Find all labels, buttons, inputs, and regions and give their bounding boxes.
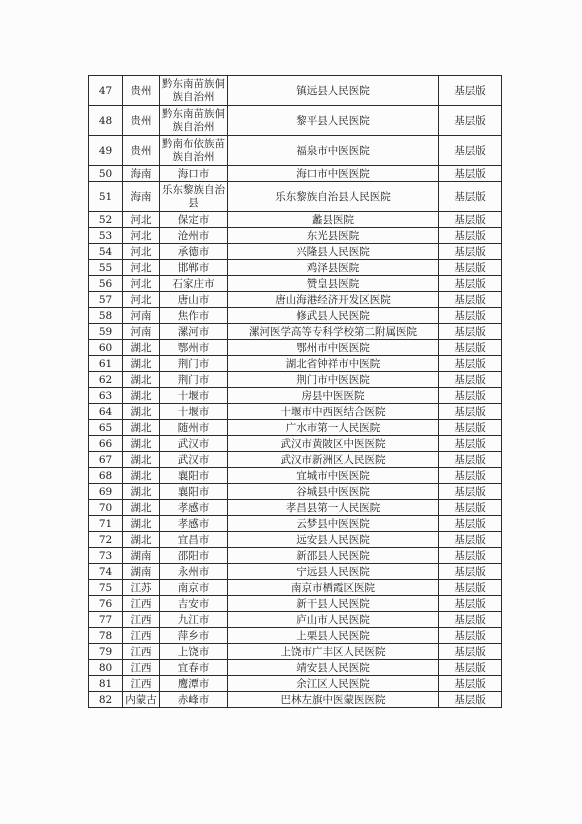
cell-city: 十堰市 <box>160 404 228 420</box>
cell-province: 湖北 <box>123 420 160 436</box>
cell-city: 黔南布依族苗族自治州 <box>160 136 228 166</box>
cell-province: 江西 <box>123 644 160 660</box>
cell-version: 基层版 <box>439 468 502 484</box>
cell-city: 黔东南苗族侗族自治州 <box>160 106 228 136</box>
cell-province: 河南 <box>123 324 160 340</box>
cell-city: 荆门市 <box>160 372 228 388</box>
cell-hospital: 鄂州市中医医院 <box>228 340 439 356</box>
cell-version: 基层版 <box>439 276 502 292</box>
cell-province: 河南 <box>123 308 160 324</box>
cell-version: 基层版 <box>439 388 502 404</box>
cell-city: 乐东黎族自治县 <box>160 182 228 212</box>
cell-city: 承德市 <box>160 244 228 260</box>
cell-number: 58 <box>89 308 123 324</box>
table-row <box>89 564 502 580</box>
cell-number: 74 <box>89 564 123 580</box>
cell-province: 贵州 <box>123 76 160 106</box>
cell-number: 81 <box>89 676 123 692</box>
cell-hospital: 东光县医院 <box>228 228 439 244</box>
cell-city: 萍乡市 <box>160 628 228 644</box>
table-row <box>89 660 502 676</box>
cell-number: 59 <box>89 324 123 340</box>
cell-version: 基层版 <box>439 76 502 106</box>
cell-version: 基层版 <box>439 260 502 276</box>
cell-province: 河北 <box>123 212 160 228</box>
cell-city: 宜昌市 <box>160 532 228 548</box>
cell-number: 82 <box>89 692 123 708</box>
cell-hospital: 武汉市新洲区人民医院 <box>228 452 439 468</box>
cell-number: 61 <box>89 356 123 372</box>
cell-version: 基层版 <box>439 484 502 500</box>
cell-province: 河北 <box>123 260 160 276</box>
cell-hospital: 鸡泽县医院 <box>228 260 439 276</box>
cell-version: 基层版 <box>439 340 502 356</box>
hospital-list-table <box>88 75 502 708</box>
cell-city: 赤峰市 <box>160 692 228 708</box>
cell-number: 77 <box>89 612 123 628</box>
cell-province: 海南 <box>123 166 160 182</box>
cell-number: 78 <box>89 628 123 644</box>
table-row <box>89 548 502 564</box>
cell-city: 十堰市 <box>160 388 228 404</box>
cell-number: 48 <box>89 106 123 136</box>
cell-number: 80 <box>89 660 123 676</box>
cell-province: 贵州 <box>123 136 160 166</box>
cell-version: 基层版 <box>439 166 502 182</box>
cell-number: 79 <box>89 644 123 660</box>
cell-hospital: 修武县人民医院 <box>228 308 439 324</box>
cell-version: 基层版 <box>439 548 502 564</box>
cell-city: 吉安市 <box>160 596 228 612</box>
cell-hospital: 远安县人民医院 <box>228 532 439 548</box>
cell-city: 孝感市 <box>160 516 228 532</box>
cell-version: 基层版 <box>439 324 502 340</box>
cell-version: 基层版 <box>439 564 502 580</box>
table-row <box>89 340 502 356</box>
cell-number: 71 <box>89 516 123 532</box>
cell-province: 湖北 <box>123 404 160 420</box>
cell-number: 53 <box>89 228 123 244</box>
cell-hospital: 新邵县人民医院 <box>228 548 439 564</box>
table-row <box>89 76 502 106</box>
cell-province: 河北 <box>123 292 160 308</box>
cell-version: 基层版 <box>439 676 502 692</box>
cell-hospital: 广水市第一人民医院 <box>228 420 439 436</box>
table-row <box>89 228 502 244</box>
cell-version: 基层版 <box>439 182 502 212</box>
cell-number: 52 <box>89 212 123 228</box>
cell-version: 基层版 <box>439 292 502 308</box>
cell-version: 基层版 <box>439 106 502 136</box>
cell-hospital: 房县中医医院 <box>228 388 439 404</box>
cell-province: 湖北 <box>123 452 160 468</box>
table-row <box>89 136 502 166</box>
cell-number: 65 <box>89 420 123 436</box>
cell-version: 基层版 <box>439 212 502 228</box>
table-row <box>89 420 502 436</box>
cell-number: 64 <box>89 404 123 420</box>
cell-city: 沧州市 <box>160 228 228 244</box>
table-row <box>89 276 502 292</box>
table-row <box>89 388 502 404</box>
cell-province: 江西 <box>123 628 160 644</box>
cell-version: 基层版 <box>439 436 502 452</box>
cell-city: 邯郸市 <box>160 260 228 276</box>
cell-hospital: 乐东黎族自治县人民医院 <box>228 182 439 212</box>
table-row <box>89 484 502 500</box>
cell-number: 69 <box>89 484 123 500</box>
table-row <box>89 166 502 182</box>
table-row <box>89 324 502 340</box>
cell-hospital: 谷城县中医医院 <box>228 484 439 500</box>
cell-province: 湖北 <box>123 532 160 548</box>
cell-hospital: 南京市栖霞区医院 <box>228 580 439 596</box>
cell-city: 孝感市 <box>160 500 228 516</box>
cell-hospital: 巴林左旗中医蒙医医院 <box>228 692 439 708</box>
cell-version: 基层版 <box>439 356 502 372</box>
cell-city: 九江市 <box>160 612 228 628</box>
table-row <box>89 182 502 212</box>
cell-hospital: 靖安县人民医院 <box>228 660 439 676</box>
cell-city: 邵阳市 <box>160 548 228 564</box>
cell-version: 基层版 <box>439 644 502 660</box>
cell-number: 66 <box>89 436 123 452</box>
cell-version: 基层版 <box>439 404 502 420</box>
cell-province: 海南 <box>123 182 160 212</box>
cell-number: 60 <box>89 340 123 356</box>
cell-hospital: 上饶市广丰区人民医院 <box>228 644 439 660</box>
table-row <box>89 532 502 548</box>
cell-hospital: 漯河医学高等专科学校第二附属医院 <box>228 324 439 340</box>
cell-number: 62 <box>89 372 123 388</box>
cell-province: 江西 <box>123 612 160 628</box>
cell-version: 基层版 <box>439 692 502 708</box>
cell-version: 基层版 <box>439 244 502 260</box>
table-row <box>89 676 502 692</box>
cell-version: 基层版 <box>439 136 502 166</box>
cell-hospital: 湖北省钟祥市中医院 <box>228 356 439 372</box>
table-row <box>89 644 502 660</box>
cell-hospital: 镇远县人民医院 <box>228 76 439 106</box>
cell-city: 武汉市 <box>160 452 228 468</box>
cell-number: 55 <box>89 260 123 276</box>
table-row <box>89 260 502 276</box>
cell-number: 56 <box>89 276 123 292</box>
cell-hospital: 宜城市中医医院 <box>228 468 439 484</box>
cell-city: 石家庄市 <box>160 276 228 292</box>
cell-number: 47 <box>89 76 123 106</box>
cell-province: 江西 <box>123 660 160 676</box>
cell-number: 75 <box>89 580 123 596</box>
cell-number: 72 <box>89 532 123 548</box>
cell-number: 73 <box>89 548 123 564</box>
cell-number: 50 <box>89 166 123 182</box>
cell-province: 湖北 <box>123 372 160 388</box>
cell-number: 76 <box>89 596 123 612</box>
cell-province: 江西 <box>123 676 160 692</box>
cell-province: 江西 <box>123 596 160 612</box>
cell-city: 荆门市 <box>160 356 228 372</box>
cell-number: 67 <box>89 452 123 468</box>
cell-hospital: 荆门市中医医院 <box>228 372 439 388</box>
table-row <box>89 452 502 468</box>
table-row <box>89 356 502 372</box>
cell-hospital: 唐山海港经济开发区医院 <box>228 292 439 308</box>
cell-province: 湖北 <box>123 356 160 372</box>
cell-version: 基层版 <box>439 516 502 532</box>
cell-province: 河北 <box>123 276 160 292</box>
cell-hospital: 余江区人民医院 <box>228 676 439 692</box>
cell-version: 基层版 <box>439 420 502 436</box>
cell-number: 51 <box>89 182 123 212</box>
cell-version: 基层版 <box>439 308 502 324</box>
cell-province: 内蒙古 <box>123 692 160 708</box>
table-row <box>89 292 502 308</box>
cell-hospital: 十堰市中西医结合医院 <box>228 404 439 420</box>
cell-hospital: 武汉市黄陂区中医医院 <box>228 436 439 452</box>
table-row <box>89 596 502 612</box>
cell-province: 湖南 <box>123 564 160 580</box>
cell-province: 贵州 <box>123 106 160 136</box>
cell-version: 基层版 <box>439 372 502 388</box>
cell-city: 保定市 <box>160 212 228 228</box>
cell-city: 永州市 <box>160 564 228 580</box>
cell-city: 随州市 <box>160 420 228 436</box>
table-row <box>89 436 502 452</box>
cell-hospital: 宁远县人民医院 <box>228 564 439 580</box>
table-row <box>89 244 502 260</box>
cell-city: 襄阳市 <box>160 468 228 484</box>
cell-number: 68 <box>89 468 123 484</box>
cell-province: 湖北 <box>123 516 160 532</box>
table-row <box>89 404 502 420</box>
cell-province: 湖南 <box>123 548 160 564</box>
cell-city: 襄阳市 <box>160 484 228 500</box>
table-row <box>89 628 502 644</box>
cell-province: 湖北 <box>123 500 160 516</box>
cell-number: 57 <box>89 292 123 308</box>
cell-version: 基层版 <box>439 660 502 676</box>
cell-hospital: 赞皇县医院 <box>228 276 439 292</box>
cell-province: 湖北 <box>123 468 160 484</box>
cell-hospital: 新干县人民医院 <box>228 596 439 612</box>
cell-province: 湖北 <box>123 436 160 452</box>
cell-number: 70 <box>89 500 123 516</box>
cell-version: 基层版 <box>439 612 502 628</box>
cell-version: 基层版 <box>439 500 502 516</box>
table-row <box>89 692 502 708</box>
cell-city: 焦作市 <box>160 308 228 324</box>
cell-number: 49 <box>89 136 123 166</box>
table-body <box>89 76 502 708</box>
table-row <box>89 580 502 596</box>
cell-hospital: 孝昌县第一人民医院 <box>228 500 439 516</box>
cell-hospital: 黎平县人民医院 <box>228 106 439 136</box>
cell-version: 基层版 <box>439 228 502 244</box>
cell-city: 黔东南苗族侗族自治州 <box>160 76 228 106</box>
table-row <box>89 372 502 388</box>
table-row <box>89 468 502 484</box>
cell-province: 河北 <box>123 228 160 244</box>
cell-province: 湖北 <box>123 484 160 500</box>
cell-hospital: 云梦县中医医院 <box>228 516 439 532</box>
cell-hospital: 福泉市中医医院 <box>228 136 439 166</box>
cell-hospital: 海口市中医医院 <box>228 166 439 182</box>
cell-hospital: 庐山市人民医院 <box>228 612 439 628</box>
cell-city: 鄂州市 <box>160 340 228 356</box>
cell-hospital: 上栗县人民医院 <box>228 628 439 644</box>
table-row <box>89 516 502 532</box>
cell-province: 湖北 <box>123 340 160 356</box>
cell-number: 54 <box>89 244 123 260</box>
cell-version: 基层版 <box>439 628 502 644</box>
cell-province: 河北 <box>123 244 160 260</box>
cell-province: 江苏 <box>123 580 160 596</box>
table-row <box>89 212 502 228</box>
table-row <box>89 500 502 516</box>
cell-hospital: 蠡县医院 <box>228 212 439 228</box>
cell-city: 宜春市 <box>160 660 228 676</box>
cell-city: 武汉市 <box>160 436 228 452</box>
cell-city: 上饶市 <box>160 644 228 660</box>
cell-number: 63 <box>89 388 123 404</box>
cell-city: 鹰潭市 <box>160 676 228 692</box>
cell-city: 海口市 <box>160 166 228 182</box>
cell-city: 南京市 <box>160 580 228 596</box>
cell-hospital: 兴隆县人民医院 <box>228 244 439 260</box>
table-row <box>89 308 502 324</box>
cell-version: 基层版 <box>439 596 502 612</box>
cell-province: 湖北 <box>123 388 160 404</box>
cell-version: 基层版 <box>439 452 502 468</box>
cell-city: 漯河市 <box>160 324 228 340</box>
table-row <box>89 106 502 136</box>
cell-version: 基层版 <box>439 580 502 596</box>
cell-city: 唐山市 <box>160 292 228 308</box>
cell-version: 基层版 <box>439 532 502 548</box>
table-row <box>89 612 502 628</box>
